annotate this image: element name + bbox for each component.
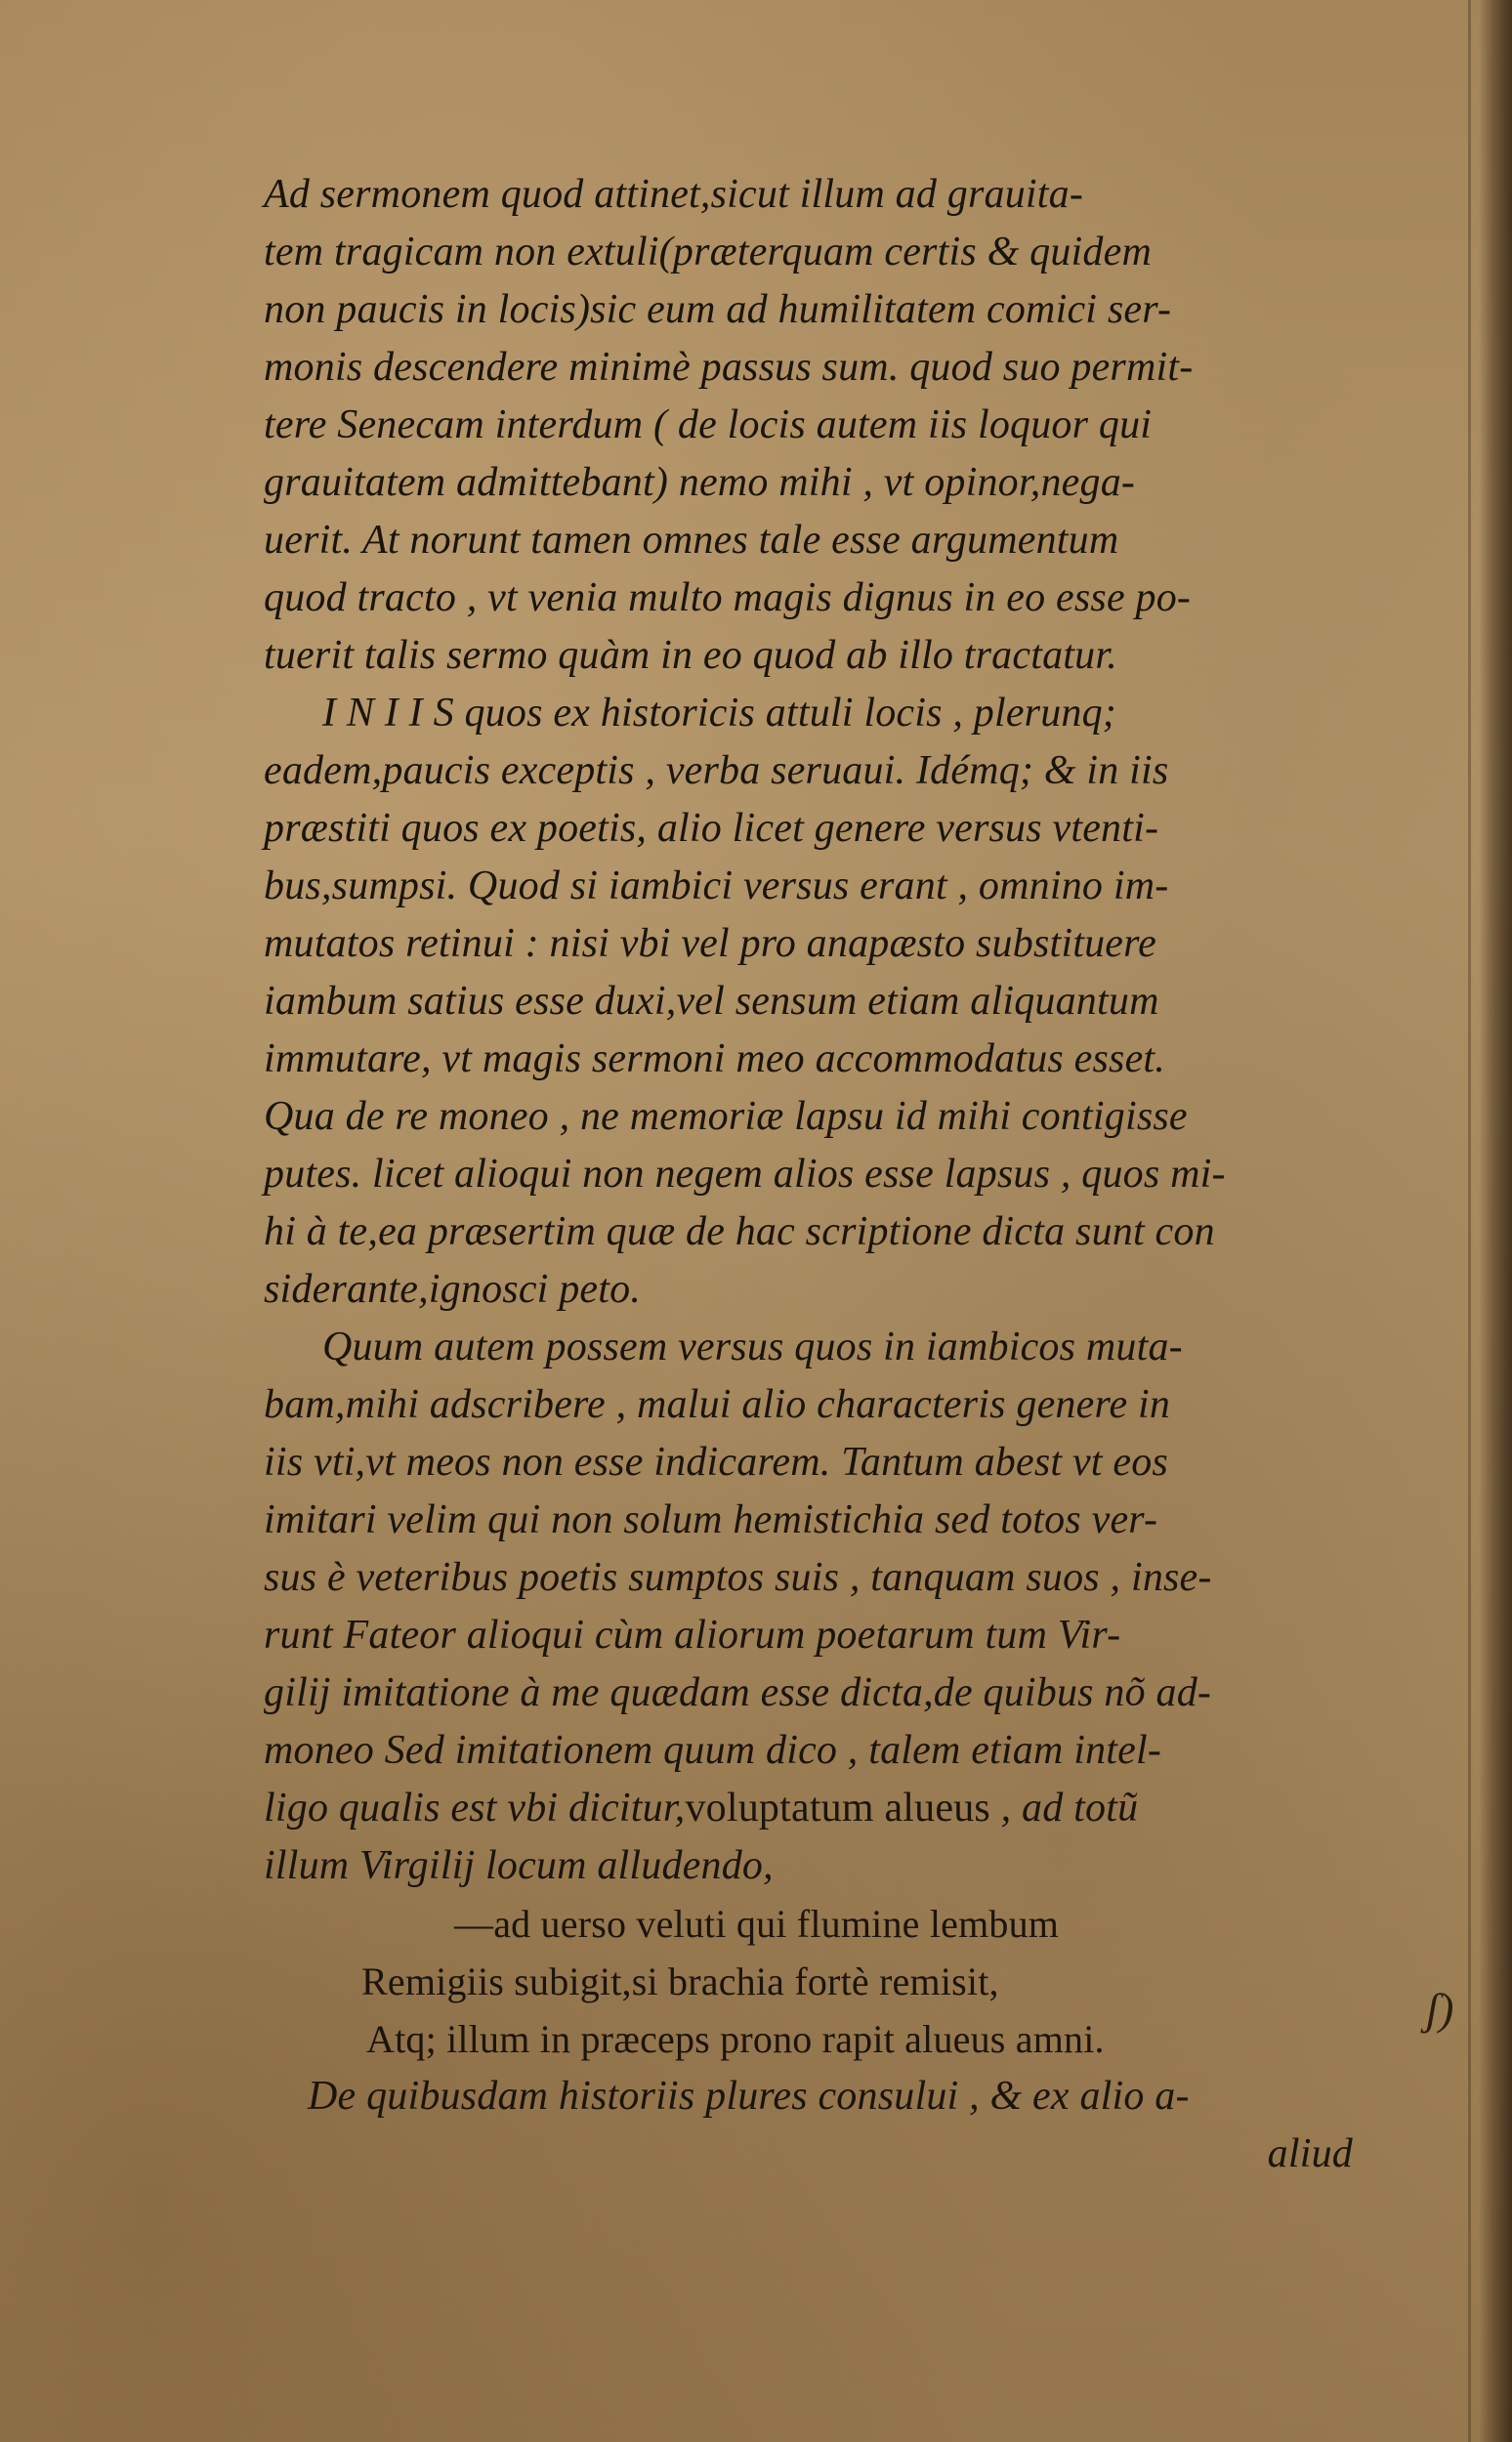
- text-line: illum Virgilij locum alludendo,: [264, 1843, 774, 1888]
- text-line: Qua de re moneo , ne memoriӕ lapsu id mihi contigisse: [264, 1094, 1188, 1139]
- verse-line: —ad uerso veluti qui flumine lembum: [454, 1902, 1060, 1946]
- margin-signature-mark: ʃ): [1426, 1984, 1454, 2034]
- text-line: monis descendere minimè passus sum. quod suo permit-: [264, 345, 1194, 390]
- text-line: quod tracto , vt venia multo magis dignus in eo esse po-: [264, 575, 1192, 620]
- roman-quotation: voluptatum alueus: [685, 1786, 990, 1831]
- italic-text: ligo qualis est vbi dicitur,: [264, 1786, 686, 1831]
- text-line: hi à te,ea prӕsertim quӕ de hac scriptione dicta sunt con: [264, 1209, 1215, 1254]
- text-line: siderante,ignosci peto.: [264, 1267, 642, 1312]
- text-line: runt Fateor alioqui cùm aliorum poetarum tum Vir-: [264, 1613, 1121, 1658]
- catchword: aliud: [1267, 2131, 1353, 2176]
- text-line: non paucis in locis)sic eum ad humilitatem comici ser-: [264, 287, 1172, 332]
- text-line: imitari velim qui non solum hemistichia sed totos ver-: [264, 1497, 1158, 1542]
- text-line: De quibusdam historiis plures consului , & ex alio a-: [308, 2074, 1190, 2119]
- text-line: Ad sermonem quod attinet,sicut illum ad grauita-: [264, 172, 1084, 217]
- page-fold-line: [1468, 0, 1471, 2442]
- text-line-mixed: [264, 1780, 1367, 1837]
- text-line: putes. licet alioqui non negem alios esse lapsus , quos mi-: [264, 1152, 1226, 1197]
- text-line: Quum autem possem versus quos in iambicos muta-: [322, 1325, 1183, 1369]
- text-line: tem tragicam non extuli(prӕterquam certis & quidem: [264, 230, 1152, 274]
- italic-text: , ad totũ: [989, 1786, 1139, 1831]
- text-line: tuerit talis sermo quàm in eo quod ab illo tractatur.: [264, 633, 1117, 678]
- paragraph-2: [264, 685, 1367, 1319]
- text-line: bam,mihi adscribere , malui alio characteris genere in: [264, 1382, 1171, 1427]
- text-line: tere Senecam interdum ( de locis autem iis loquor qui: [264, 402, 1153, 447]
- text-line: iambum satius esse duxi,vel sensum etiam aliquantum: [264, 979, 1159, 1024]
- text-line: gilij imitatione à me quӕdam esse dicta,de quibus nõ ad-: [264, 1670, 1212, 1715]
- paragraph-3: [264, 1319, 1367, 1895]
- text-line: moneo Sed imitationem quum dico , talem etiam intel-: [264, 1728, 1162, 1773]
- text-line: mutatos retinui : nisi vbi vel pro anapӕsto substituere: [264, 921, 1156, 966]
- verse-line: Remigiis subigit,si brachia fortè remisit,: [361, 1959, 999, 2003]
- verse-line: Atq; illum in prӕceps prono rapit alueus amni.: [366, 2017, 1105, 2061]
- text-line: prӕstiti quos ex poetis, alio licet genere versus vtenti-: [264, 806, 1159, 851]
- paragraph-1: [264, 166, 1367, 685]
- verse-quotation: [264, 1895, 1367, 2068]
- page-text-block: [264, 166, 1367, 2183]
- text-line: I N I I S quos ex historicis attuli locis , plerunq;: [322, 691, 1116, 736]
- text-line: uerit. At norunt tamen omnes tale esse argumentum: [264, 518, 1119, 563]
- text-line: eadem,paucis exceptis , verba seruaui. Idémq; & in iis: [264, 748, 1169, 793]
- text-line: grauitatem admittebant) nemo mihi , vt opinor,nega-: [264, 460, 1136, 505]
- text-line: iis vti,vt meos non esse indicarem. Tantum abest vt eos: [264, 1440, 1168, 1485]
- text-line: bus,sumpsi. Quod si iambici versus erant , omnino im-: [264, 863, 1169, 908]
- page-edge-shadow: [1479, 0, 1512, 2442]
- text-line: sus è veteribus poetis sumptos suis , tanquam suos , inse-: [264, 1555, 1212, 1600]
- text-line: immutare, vt magis sermoni meo accommodatus esset.: [264, 1036, 1165, 1081]
